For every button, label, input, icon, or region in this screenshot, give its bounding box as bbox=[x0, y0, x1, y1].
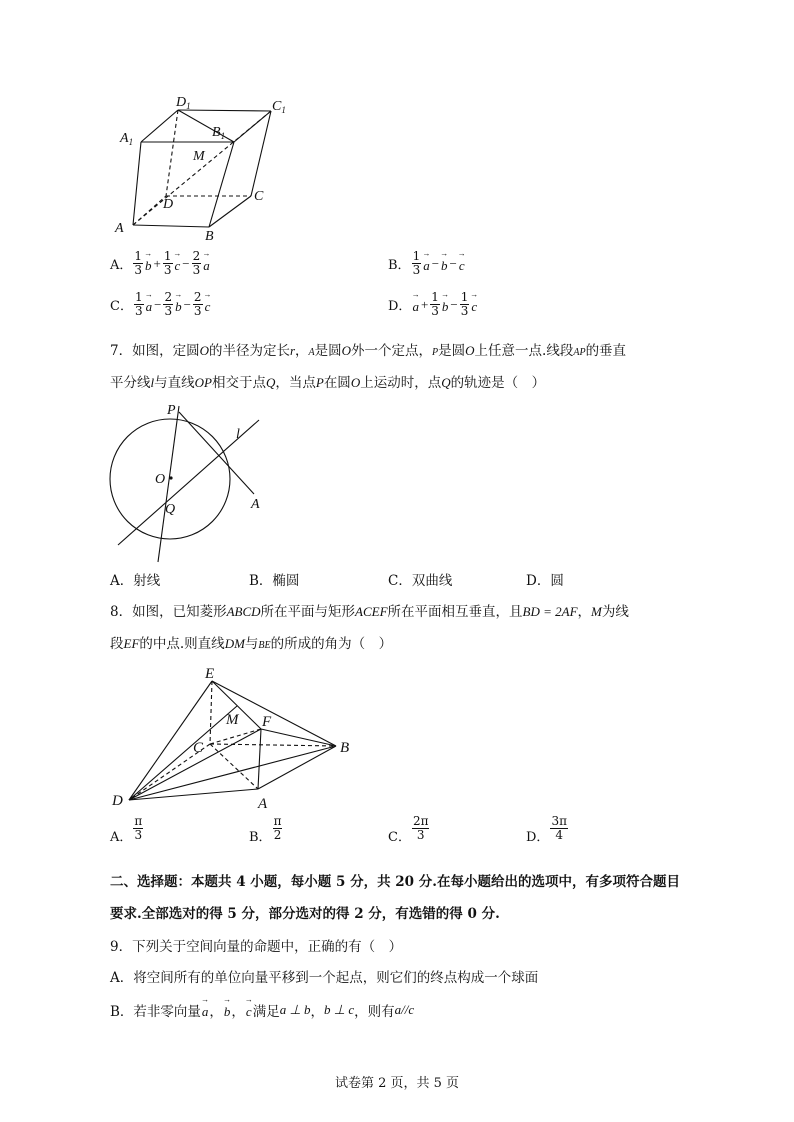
label-Q: Q bbox=[165, 502, 176, 517]
q6-option-d[interactable]: D． → a + $\frac{1}{3}$ → b − $\frac{1}{3}$ → c bbox=[388, 291, 478, 318]
q7-option-b[interactable]: B．椭圆 bbox=[249, 573, 300, 589]
label-P: P bbox=[167, 403, 176, 418]
section-2-heading: 二、选择题：本题共 4 小题，每小题 5 分，共 20 分.在每小题给出的选项中，有多项符合题目 bbox=[110, 874, 680, 890]
label-D1: $D_1$ bbox=[176, 95, 191, 111]
fraction: $\frac{1}{3}$ bbox=[412, 249, 421, 277]
q6-option-a[interactable]: A． $\frac{1}{3}$ → b + $\frac{1}{3}$ → c − $\frac{2}{3}$ → a bbox=[110, 250, 211, 277]
vector-c: → c bbox=[459, 254, 465, 274]
q9-option-a[interactable]: A．将空间所有的单位向量平移到一个起点，则它们的终点构成一个球面 bbox=[110, 970, 539, 986]
label-E: E bbox=[205, 666, 215, 682]
vector-b: → b bbox=[175, 295, 182, 315]
label-C1: $C_1$ bbox=[272, 99, 286, 115]
circle-figure bbox=[108, 398, 268, 568]
label-M: M bbox=[193, 149, 205, 164]
q9-option-b[interactable]: B．若非零向量 → a ， → b ， → c 满足 a ⊥ b ， b ⊥ c ，则有 a//c bbox=[110, 1000, 414, 1020]
option-letter: C． bbox=[110, 299, 133, 314]
q7-option-a[interactable]: A．射线 bbox=[110, 573, 161, 589]
vector-a: → a bbox=[203, 254, 210, 274]
label-A: A bbox=[258, 796, 268, 812]
label-C: C bbox=[254, 189, 264, 204]
vector-b: → b bbox=[441, 254, 448, 274]
q6-option-b[interactable]: B． $\frac{1}{3}$ → a − → b − → c bbox=[388, 250, 466, 277]
fraction: $\frac{2}{3}$ bbox=[192, 249, 201, 277]
vector-a: → a bbox=[412, 295, 419, 315]
q7-option-c[interactable]: C．双曲线 bbox=[388, 573, 453, 589]
vector-c: → c bbox=[471, 295, 477, 315]
q6-option-c[interactable]: C． $\frac{1}{3}$ → a − $\frac{2}{3}$ → b − $\frac{2}{3}$ → c bbox=[110, 291, 211, 318]
fraction: $\frac{1}{3}$ bbox=[134, 290, 143, 318]
vector-a: → a bbox=[202, 1000, 209, 1020]
fraction: $\frac{2\pi}{3}$ bbox=[412, 814, 429, 842]
q9-stem: 9．下列关于空间向量的命题中，正确的有（ ） bbox=[110, 939, 403, 955]
label-D: D bbox=[163, 197, 174, 212]
option-letter: D． bbox=[388, 299, 412, 314]
q7-option-d[interactable]: D．圆 bbox=[526, 573, 564, 589]
label-B: B bbox=[205, 229, 214, 244]
vector-c: → c bbox=[175, 254, 181, 274]
q8-option-a[interactable]: A． $\frac{\pi}{3}$ bbox=[110, 814, 143, 845]
vector-b: → b bbox=[224, 1000, 231, 1020]
perp-relation-2: b ⊥ c bbox=[324, 1002, 355, 1017]
solid-figure bbox=[108, 660, 358, 815]
label-l: l bbox=[236, 427, 240, 442]
label-F: F bbox=[262, 714, 272, 730]
vector-a: → a bbox=[423, 254, 430, 274]
fraction: $\frac{\pi}{2}$ bbox=[273, 814, 282, 842]
q7-stem-line2: 平分线l与直线OP相交于点Q，当点P在圆O上运动时，点Q的轨迹是（ ） bbox=[110, 375, 546, 391]
vector-b: → b bbox=[442, 295, 449, 315]
question-number: 7． bbox=[110, 343, 133, 359]
question-number: 8． bbox=[110, 604, 133, 620]
fraction: $\frac{1}{3}$ bbox=[134, 249, 143, 277]
label-B1: $B_1$ bbox=[212, 125, 226, 141]
page-footer: 试卷第 2 页，共 5 页 bbox=[334, 1076, 460, 1091]
fraction: $\frac{3\pi}{4}$ bbox=[551, 814, 567, 842]
label-C: C bbox=[193, 740, 204, 756]
label-O: O bbox=[155, 472, 166, 487]
q8-option-b[interactable]: B． $\frac{\pi}{2}$ bbox=[249, 814, 282, 845]
option-letter: A． bbox=[110, 258, 133, 273]
q8-stem-line2: 段EF的中点.则直线DM与BE的所成的角为（ ） bbox=[110, 636, 393, 652]
option-letter: B． bbox=[388, 258, 411, 273]
q8-option-d[interactable]: D． $\frac{3\pi}{4}$ bbox=[526, 814, 567, 845]
label-A: A bbox=[115, 221, 124, 236]
q7-stem-line1: 7．如图，定圆O的半径为定长r，A是圆O外一个定点，P是圆O上任意一点.线段AP的垂直 bbox=[110, 343, 627, 359]
fraction: $\frac{\pi}{3}$ bbox=[134, 814, 143, 842]
q8-stem-line1: 8．如图，已知菱形ABCD所在平面与矩形ACEF所在平面相互垂直，且BD = 2AF，M为线 bbox=[110, 604, 629, 620]
label-A1: $A_1$ bbox=[120, 131, 134, 147]
section-2-heading-cont: 要求.全部选对的得 5 分，部分选对的得 2 分，有选错的得 0 分. bbox=[110, 906, 500, 922]
vector-b: → b bbox=[145, 254, 152, 274]
vector-a: → a bbox=[146, 295, 153, 315]
vector-c: → c bbox=[246, 1000, 252, 1020]
label-A: A bbox=[251, 497, 260, 512]
fraction: $\frac{2}{3}$ bbox=[164, 290, 173, 318]
label-M: M bbox=[226, 712, 239, 728]
parallel-relation: a//c bbox=[394, 1002, 415, 1017]
solid-svg bbox=[108, 660, 358, 815]
fraction: $\frac{1}{3}$ bbox=[163, 249, 172, 277]
fraction: $\frac{1}{3}$ bbox=[431, 290, 439, 318]
q8-option-c[interactable]: C． $\frac{2\pi}{3}$ bbox=[388, 814, 429, 845]
fraction: $\frac{2}{3}$ bbox=[193, 290, 202, 318]
fraction: $\frac{1}{3}$ bbox=[460, 290, 469, 318]
label-D: D bbox=[112, 793, 123, 809]
vector-c: → c bbox=[205, 295, 211, 315]
circle-svg bbox=[108, 398, 268, 568]
parallelepiped-svg bbox=[110, 92, 290, 242]
label-B: B bbox=[340, 740, 350, 756]
perp-relation-1: a ⊥ b bbox=[279, 1002, 311, 1017]
parallelepiped-figure bbox=[110, 92, 290, 242]
